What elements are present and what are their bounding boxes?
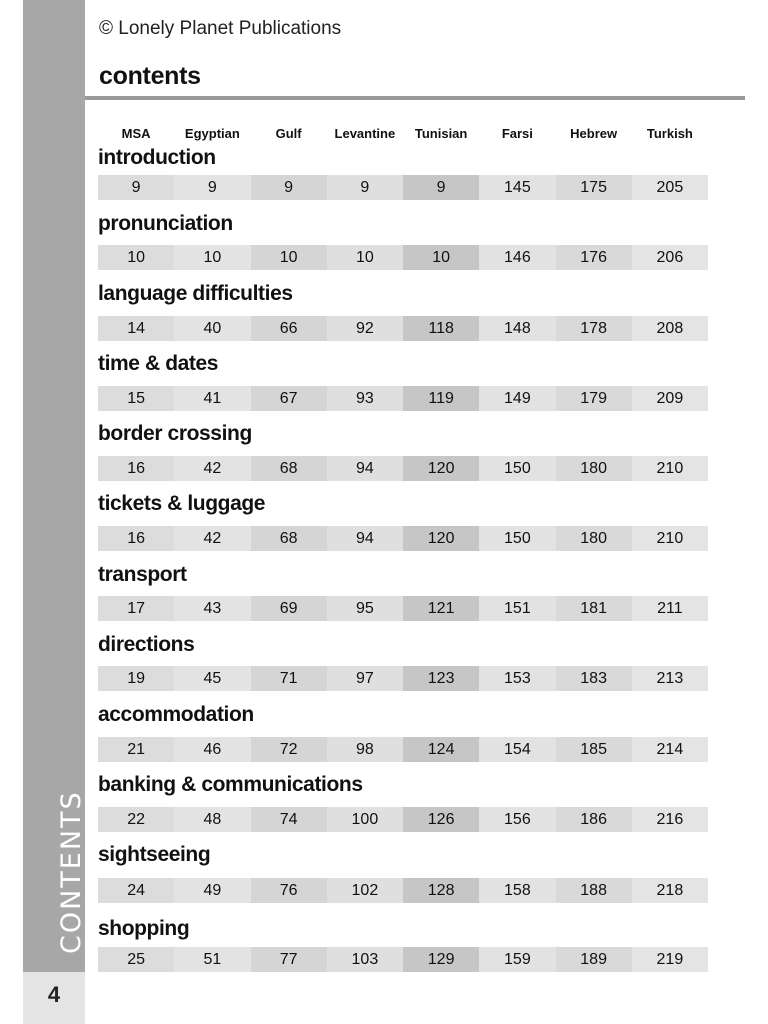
page-number-cell[interactable]: 10	[174, 245, 250, 270]
page-number-cell[interactable]: 77	[251, 947, 327, 972]
page-number-cell[interactable]: 205	[632, 175, 708, 200]
column-header-turkish: Turkish	[646, 126, 693, 141]
page-number-cell[interactable]: 124	[403, 737, 479, 762]
page-number-cell[interactable]: 208	[632, 316, 708, 341]
page-number-cell[interactable]: 129	[403, 947, 479, 972]
page-number-row	[98, 878, 708, 903]
page-number-cell[interactable]: 72	[251, 737, 327, 762]
page-number-cell[interactable]: 209	[632, 386, 708, 411]
page-number-cell[interactable]: 118	[403, 316, 479, 341]
page-number-cell[interactable]: 146	[479, 245, 555, 270]
section-title[interactable]: time & dates	[98, 352, 219, 375]
page-number-cell[interactable]: 22	[98, 807, 174, 832]
section-title[interactable]: shopping	[98, 917, 190, 940]
page-number-cell[interactable]: 93	[327, 386, 403, 411]
page-number-cell[interactable]: 9	[174, 175, 250, 200]
section-title[interactable]: language difficulties	[98, 282, 293, 305]
column-headers	[98, 126, 708, 144]
page-number-cell[interactable]: 42	[174, 526, 250, 551]
column-header-msa: MSA	[121, 126, 151, 141]
copyright-notice: © Lonely Planet Publications	[99, 18, 342, 39]
page-number-cell[interactable]: 100	[327, 807, 403, 832]
page-number-cell[interactable]: 188	[556, 878, 632, 903]
page-number-cell[interactable]: 103	[327, 947, 403, 972]
page-number-cell[interactable]: 219	[632, 947, 708, 972]
page-number-cell[interactable]: 95	[327, 596, 403, 621]
page-number-cell[interactable]: 154	[479, 737, 555, 762]
page-number-cell[interactable]: 14	[98, 316, 174, 341]
page-number-row	[98, 737, 708, 762]
page-number-cell[interactable]: 186	[556, 807, 632, 832]
section-title[interactable]: banking & communications	[98, 773, 363, 796]
page-number-cell[interactable]: 210	[632, 526, 708, 551]
page-number-cell[interactable]: 10	[403, 245, 479, 270]
page-number-cell[interactable]: 9	[251, 175, 327, 200]
page-number-cell[interactable]: 94	[327, 456, 403, 481]
section-title[interactable]: tickets & luggage	[98, 492, 266, 515]
page-number-cell[interactable]: 94	[327, 526, 403, 551]
column-header-gulf: Gulf	[275, 126, 302, 141]
page-number-cell[interactable]: 19	[98, 666, 174, 691]
page-number-cell[interactable]: 10	[98, 245, 174, 270]
page-number-cell[interactable]: 206	[632, 245, 708, 270]
page-number-cell[interactable]: 41	[174, 386, 250, 411]
page-number-row	[98, 316, 708, 341]
page-number-row	[98, 526, 708, 551]
column-header-tunisian: Tunisian	[414, 126, 468, 141]
page-number-cell[interactable]: 121	[403, 596, 479, 621]
section-title[interactable]: pronunciation	[98, 212, 233, 235]
page-number-cell[interactable]: 214	[632, 737, 708, 762]
page-number-cell[interactable]: 49	[174, 878, 250, 903]
page-number-cell[interactable]: 66	[251, 316, 327, 341]
page-number-cell[interactable]: 97	[327, 666, 403, 691]
column-header-levantine: Levantine	[334, 126, 396, 141]
page-number-cell[interactable]: 179	[556, 386, 632, 411]
page-number-cell[interactable]: 175	[556, 175, 632, 200]
page-number-cell[interactable]: 181	[556, 596, 632, 621]
page-number-cell[interactable]: 128	[403, 878, 479, 903]
page-number-cell[interactable]: 176	[556, 245, 632, 270]
page-number-cell[interactable]: 211	[632, 596, 708, 621]
page-number-cell[interactable]: 9	[98, 175, 174, 200]
section-title[interactable]: border crossing	[98, 422, 252, 445]
column-header-farsi: Farsi	[501, 126, 533, 141]
page-number-cell[interactable]: 119	[403, 386, 479, 411]
page-number-cell[interactable]: 158	[479, 878, 555, 903]
page-number-row	[98, 456, 708, 481]
page-number-row	[98, 175, 708, 200]
page-number-cell[interactable]: 153	[479, 666, 555, 691]
page-number-cell[interactable]: 180	[556, 526, 632, 551]
page-number-cell[interactable]: 156	[479, 807, 555, 832]
page-number-cell[interactable]: 120	[403, 526, 479, 551]
page-number-cell[interactable]: 67	[251, 386, 327, 411]
page-number-cell[interactable]: 68	[251, 456, 327, 481]
section-title[interactable]: accommodation	[98, 703, 254, 726]
page-number-cell[interactable]: 180	[556, 456, 632, 481]
page-number-cell[interactable]: 145	[479, 175, 555, 200]
page-number-cell[interactable]: 213	[632, 666, 708, 691]
page-number-cell[interactable]: 183	[556, 666, 632, 691]
page-number-cell[interactable]: 16	[98, 456, 174, 481]
page-number-cell[interactable]: 98	[327, 737, 403, 762]
page-number-cell[interactable]: 10	[327, 245, 403, 270]
page-number-cell[interactable]: 120	[403, 456, 479, 481]
page-number-cell[interactable]: 15	[98, 386, 174, 411]
column-header-hebrew: Hebrew	[570, 126, 618, 141]
page-number-cell[interactable]: 210	[632, 456, 708, 481]
page-number-cell[interactable]: 9	[327, 175, 403, 200]
page-number-cell[interactable]: 76	[251, 878, 327, 903]
page-number-cell[interactable]: 148	[479, 316, 555, 341]
page-number-cell[interactable]: 42	[174, 456, 250, 481]
page-number-row	[98, 596, 708, 621]
page-number-cell[interactable]: 9	[403, 175, 479, 200]
page-number-row	[98, 386, 708, 411]
section-title[interactable]: sightseeing	[98, 843, 211, 866]
page-number-cell[interactable]: 150	[479, 456, 555, 481]
column-header-egyptian: Egyptian	[184, 126, 240, 141]
page-number-cell[interactable]: 151	[479, 596, 555, 621]
page-number-cell[interactable]: 68	[251, 526, 327, 551]
page-number-cell[interactable]: 17	[98, 596, 174, 621]
page-number-cell[interactable]: 46	[174, 737, 250, 762]
page-number-cell[interactable]: 25	[98, 947, 174, 972]
page-number-cell[interactable]: 16	[98, 526, 174, 551]
page-number-cell[interactable]: 218	[632, 878, 708, 903]
page-number: 4	[47, 982, 61, 1007]
page-number-cell[interactable]: 24	[98, 878, 174, 903]
page-number-cell[interactable]: 45	[174, 666, 250, 691]
page-number-cell[interactable]: 123	[403, 666, 479, 691]
page-number-cell[interactable]: 10	[251, 245, 327, 270]
page-number-cell[interactable]: 149	[479, 386, 555, 411]
page-number-cell[interactable]: 189	[556, 947, 632, 972]
section-title[interactable]: directions	[98, 633, 195, 656]
page-number-cell[interactable]: 43	[174, 596, 250, 621]
page-number-cell[interactable]: 51	[174, 947, 250, 972]
page-number-cell[interactable]: 92	[327, 316, 403, 341]
section-title[interactable]: introduction	[98, 146, 216, 169]
title-divider	[85, 96, 745, 100]
page-number-cell[interactable]: 150	[479, 526, 555, 551]
page-number-cell[interactable]: 21	[98, 737, 174, 762]
page-number-row	[98, 947, 708, 972]
page-number-cell[interactable]: 216	[632, 807, 708, 832]
page-number-cell[interactable]: 71	[251, 666, 327, 691]
page-number-cell[interactable]: 69	[251, 596, 327, 621]
page-number-cell[interactable]: 40	[174, 316, 250, 341]
page-number-cell[interactable]: 159	[479, 947, 555, 972]
page-number-cell[interactable]: 102	[327, 878, 403, 903]
section-title[interactable]: transport	[98, 563, 187, 586]
page-number-row	[98, 666, 708, 691]
page-number-cell[interactable]: 126	[403, 807, 479, 832]
page-number-cell[interactable]: 48	[174, 807, 250, 832]
sidebar-label: CONTENTS	[56, 790, 87, 954]
page-title: contents	[99, 62, 201, 90]
page-number-cell[interactable]: 178	[556, 316, 632, 341]
page-number-box	[23, 972, 85, 1024]
page-number-cell[interactable]: 185	[556, 737, 632, 762]
page-number-row	[98, 245, 708, 270]
page-number-row	[98, 807, 708, 832]
page-number-cell[interactable]: 74	[251, 807, 327, 832]
